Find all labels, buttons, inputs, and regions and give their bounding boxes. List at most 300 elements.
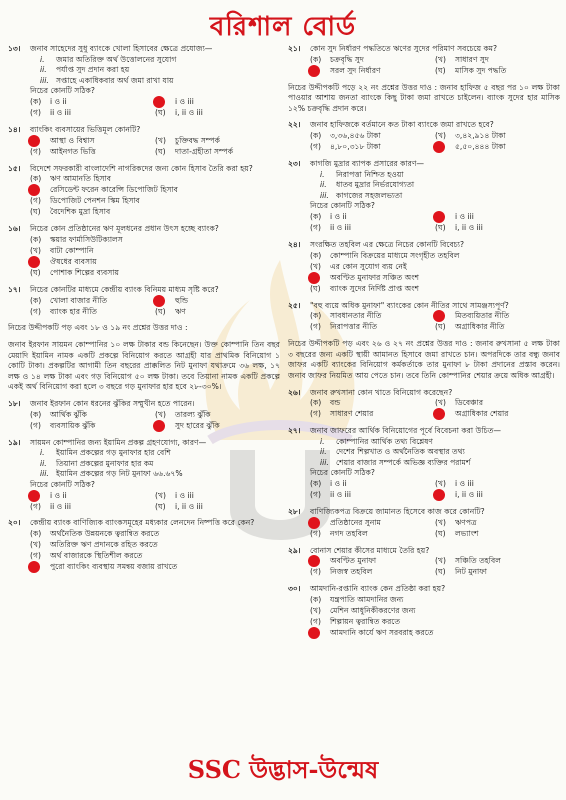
question-number: ১৯। xyxy=(8,437,21,447)
statement-text: কাগজের সহজলভ্যতা xyxy=(336,190,403,200)
options-grid xyxy=(288,595,560,639)
sub-question: নিচের কোনটি সঠিক? xyxy=(310,468,375,478)
question-q26 xyxy=(288,388,560,421)
sub-question: নিচের কোনটি সঠিক? xyxy=(30,86,95,96)
question-q23 xyxy=(288,159,560,234)
option-label xyxy=(155,108,175,119)
option-letter: (ঘ) xyxy=(155,108,166,118)
answer-option[interactable] xyxy=(435,311,560,322)
answer-option[interactable] xyxy=(30,174,280,185)
option-text: i, ii ও iii xyxy=(175,501,203,511)
answer-option[interactable] xyxy=(435,322,560,333)
option-label xyxy=(310,529,330,540)
option-text: i ও ii xyxy=(50,490,67,500)
option-label xyxy=(30,108,50,119)
answer-option[interactable] xyxy=(30,268,280,279)
question-q28 xyxy=(288,507,560,540)
option-letter: (খ) xyxy=(310,261,321,271)
answer-mark-dot xyxy=(435,490,455,501)
answer-option[interactable] xyxy=(435,212,560,223)
answer-option[interactable] xyxy=(310,518,435,529)
option-letter: (গ) xyxy=(310,567,321,577)
statement-item xyxy=(8,65,280,76)
answer-option[interactable] xyxy=(310,595,560,606)
option-label xyxy=(435,567,455,578)
question-text: সংরক্ষিত তহবিল এর ক্ষেত্রে নিচের কোনটি বিবেচ্য? xyxy=(310,239,465,249)
question-stem xyxy=(8,518,280,529)
answer-option[interactable] xyxy=(435,223,560,234)
question-text: কাগজি মুদ্রার ব্যাপক প্রসারের কারণ— xyxy=(310,158,425,168)
option-letter: (খ) xyxy=(155,490,166,500)
option-text: i, ii ও iii xyxy=(455,223,483,233)
option-letter: (ঘ) xyxy=(155,146,166,156)
sub-question: নিচের কোনটি সঠিক? xyxy=(310,201,375,211)
option-label xyxy=(435,66,455,77)
option-text: সুদ হারের ঝুঁকি xyxy=(175,420,220,430)
option-text: যন্ত্রপাতি আমদানির জন্য xyxy=(330,595,404,605)
option-text: ii ও iii xyxy=(330,223,351,233)
option-text: অতিরিক্ত ঋণ প্রদানকে রহিত করতে xyxy=(50,540,158,550)
option-label xyxy=(30,296,50,307)
statement-item xyxy=(8,459,280,470)
answer-option[interactable] xyxy=(435,479,560,490)
option-letter: (গ) xyxy=(310,223,321,233)
option-text: ii ও iii xyxy=(50,108,71,118)
option-label xyxy=(310,606,330,617)
answer-option[interactable] xyxy=(310,398,435,409)
answer-option[interactable] xyxy=(155,421,280,432)
question-text: নিচের কোন প্রতিষ্ঠানের ঋণ মূলধনের প্রধান উৎস হচ্ছে ব্যাংক? xyxy=(30,224,219,234)
option-label xyxy=(30,529,50,540)
option-text: সাধারণ শেয়ার xyxy=(330,409,374,419)
options-grid xyxy=(8,174,280,218)
option-text: আস্থা ও বিশ্বাস xyxy=(50,135,95,145)
option-text: সঞ্চিতি তহবিল xyxy=(455,556,501,566)
question-number: ১৭। xyxy=(8,284,21,294)
question-text: আমদানি-রপ্তানি ব্যাংক কেন প্রতিষ্ঠা করা হয়? xyxy=(310,584,446,594)
answer-option[interactable] xyxy=(310,606,560,617)
question-q30 xyxy=(288,584,560,639)
statement-text: জমার অতিরিক্ত অর্থ উত্তোলনের সুযোগ xyxy=(56,54,177,64)
answer-option[interactable] xyxy=(435,142,560,153)
answer-option[interactable] xyxy=(30,257,280,268)
question-number: ২৬। xyxy=(288,387,301,397)
sub-question: নিচের কোনটি সঠিক? xyxy=(30,479,95,489)
option-letter: (ক) xyxy=(310,131,322,141)
option-text: অর্থ বাজারকে স্থিতিশীল করতে xyxy=(50,551,143,561)
option-text: ঋণপত্র xyxy=(455,517,477,527)
option-text: প্রতিষ্ঠানের সুনাম xyxy=(330,517,381,527)
question-q27 xyxy=(288,426,560,501)
option-text: সাবধানতার নীতি xyxy=(330,311,382,321)
answer-option[interactable] xyxy=(30,490,155,501)
option-text: অবণ্টিত মুনাফার সঞ্চিত অংশ xyxy=(330,272,419,282)
option-label xyxy=(435,529,455,540)
stimulus-passage: নিচের উদ্দীপকটি পড় এবং ২৬ ও ২৭ নং প্রশ্নের উত্তর দাও : জনাব রুখসানা ৫ লক্ষ টাকা ৩ বছরের জন্য একটি স্থায়ী আমানত হিসাবে জমা রাখতে চান। অপরদিকে তার বন্ধু জনাব জাফর একটি ব্যাংকের বিনিয়োগ কর্মকর্তাকে তার মুনাফা ৮ টাকা প্রদানের প্রস্তাব করেন। জনাব জাফর নিয়মিত আয় পেতে চান। তবে তিনি কোম্পানির শেয়ার ক্রয়ে অধিক আগ্রহী। xyxy=(288,339,560,380)
statement-text: নিরাপত্তা নিশ্চিত হওয়া xyxy=(336,169,404,179)
answer-option[interactable] xyxy=(435,131,560,142)
question-number: ২৯। xyxy=(288,545,301,555)
option-letter: (গ) xyxy=(310,322,321,332)
option-label xyxy=(435,479,455,490)
answer-option[interactable] xyxy=(310,131,435,142)
question-stem xyxy=(288,507,560,518)
answer-option[interactable] xyxy=(155,97,280,108)
question-number: ২৪। xyxy=(288,239,301,249)
statement-text: ইয়ামিন প্রকল্পের গড় নিট মুনাফা ৬৬.৬৭% xyxy=(56,469,183,479)
answer-mark-dot xyxy=(310,628,330,639)
answer-option[interactable] xyxy=(155,108,280,119)
option-letter: (গ) xyxy=(310,409,321,419)
answer-option[interactable] xyxy=(30,147,155,158)
answer-option[interactable] xyxy=(155,136,280,147)
option-text: ব্যবসায়িক ঝুঁকি xyxy=(50,420,96,430)
question-number: ২৩। xyxy=(288,158,301,168)
answer-mark-dot xyxy=(30,562,50,573)
options-grid xyxy=(288,55,560,77)
answer-option[interactable] xyxy=(310,66,435,77)
option-label xyxy=(310,490,330,501)
option-label xyxy=(310,595,330,606)
option-label xyxy=(30,147,50,158)
left-column xyxy=(8,44,280,760)
answer-option[interactable] xyxy=(30,97,155,108)
question-stem xyxy=(288,120,560,131)
option-text: ব্যাংক সুদের নির্দিষ্ট প্রাপ্ত অংশ xyxy=(330,283,419,293)
option-letter: (গ) xyxy=(30,306,41,316)
question-number: ১৬। xyxy=(8,224,21,234)
option-text: চুক্তিবদ্ধ সম্পর্ক xyxy=(175,135,220,145)
option-letter: (গ) xyxy=(30,420,41,430)
options-grid xyxy=(288,398,560,420)
option-label xyxy=(30,502,50,513)
answer-option[interactable] xyxy=(310,490,435,501)
answer-mark-dot xyxy=(155,296,175,307)
option-letter: (ক) xyxy=(30,409,42,419)
answer-option[interactable] xyxy=(30,235,280,246)
answer-option[interactable] xyxy=(30,306,155,317)
question-stem xyxy=(288,584,560,595)
question-text: জনাব জাফরের আর্থিক বিনিয়োগের পূর্বে বিবেচনা করা উচিত— xyxy=(310,426,502,436)
option-letter: (ক) xyxy=(30,295,42,305)
answer-option[interactable] xyxy=(310,223,435,234)
answer-option[interactable] xyxy=(435,66,560,77)
option-label xyxy=(435,518,455,529)
option-letter: (খ) xyxy=(155,409,166,419)
answer-option[interactable] xyxy=(30,551,280,562)
question-text: বোনাস শেয়ার কীসের মাধ্যমে তৈরি হয়? xyxy=(310,545,430,555)
question-text: বাণিজ্যিকপত্র বিক্রয়ে জামানত হিসেবে কাজ করে কোনটি? xyxy=(310,507,485,517)
statement-item xyxy=(288,191,560,202)
answer-option[interactable] xyxy=(310,479,435,490)
option-label xyxy=(30,196,50,207)
options-grid xyxy=(288,479,560,501)
option-text: মিতব্যয়িতার নীতি xyxy=(455,311,510,321)
answer-mark-dot xyxy=(310,518,330,529)
options-grid xyxy=(288,556,560,578)
option-letter: (গ) xyxy=(30,501,41,511)
question-number: ২০। xyxy=(8,518,21,528)
option-text: i ও iii xyxy=(455,212,474,222)
answer-option[interactable] xyxy=(435,490,560,501)
answer-option[interactable] xyxy=(30,108,155,119)
answer-option[interactable] xyxy=(155,410,280,421)
answer-option[interactable] xyxy=(435,55,560,66)
answer-option[interactable] xyxy=(435,409,560,420)
answer-option[interactable] xyxy=(155,147,280,158)
option-text: মাসিক সুদ পদ্ধতি xyxy=(455,65,507,75)
options-grid xyxy=(288,311,560,333)
option-text: খোলা বাজার নীতি xyxy=(50,295,108,305)
answer-option[interactable] xyxy=(30,207,280,218)
statement-numeral: ii. xyxy=(320,447,327,457)
option-letter: (গ) xyxy=(310,617,321,627)
answer-option[interactable] xyxy=(435,398,560,409)
option-label xyxy=(310,251,330,262)
option-text: আইনগত ভিত্তি xyxy=(50,146,96,156)
stimulus-passage: জনাব ইরফান সায়মন কোম্পানির ১০ লক্ষ টাকার বন্ড কিনেছেন। উক্ত কোম্পানি তিন বছর মেয়াদি ইয়ামিন নামক একটি প্রকল্পে বিনিয়োগ করতে আগ্রহী যার প্রাথমিক বিনিয়োগ ১ কোটি টাকা। প্রকল্পটির আগামী তিন বছরের প্রাক্কলিত নিট মুনাফা যথাক্রমে ৩৬ লক্ষ, ১৭ লক্ষ ও ১৪ লক্ষ টাকা এবং গড় বিনিয়োগ ৫০ লক্ষ টাকা। তবে তিয়ানা নামক একটি প্রকল্পে একই অর্থ বিনিয়োগ করা হলে ৩ বছরে গড় মুনাফার হার হবে ২৮-৩০%। xyxy=(8,339,280,392)
answer-option[interactable] xyxy=(310,556,435,567)
option-text: নিজস্ব তহবিল xyxy=(330,567,373,577)
option-letter: (গ) xyxy=(30,146,41,156)
statement-numeral: ii. xyxy=(40,65,47,75)
answer-option[interactable] xyxy=(30,562,280,573)
question-stem xyxy=(8,438,280,449)
option-text: ডিপোজিট পেনশন স্কিম হিসাব xyxy=(50,196,140,206)
statement-text: সপ্তাহে একাধিকবার অর্থ জমা রাখা যায় xyxy=(56,75,174,85)
option-text: ঋণ xyxy=(175,306,186,316)
answer-option[interactable] xyxy=(155,306,280,317)
answer-option[interactable] xyxy=(310,311,435,322)
option-letter: (ঘ) xyxy=(155,501,166,511)
statement-text: কোম্পানির আর্থিক তথ্য বিশ্লেষণ xyxy=(336,436,433,446)
options-grid xyxy=(8,490,280,512)
answer-option[interactable] xyxy=(310,273,560,284)
question-q24 xyxy=(288,240,560,295)
answer-option[interactable] xyxy=(310,212,435,223)
option-label xyxy=(30,97,50,108)
answer-option[interactable] xyxy=(435,567,560,578)
option-letter: (ঘ) xyxy=(30,207,41,217)
statement-item xyxy=(8,448,280,459)
option-text: ৫,৫০,৪৪৪ টাকা xyxy=(455,142,506,152)
option-label xyxy=(30,410,50,421)
question-stem xyxy=(288,388,560,399)
option-letter: (ক) xyxy=(310,479,322,489)
option-letter: (খ) xyxy=(435,54,446,64)
answer-option[interactable] xyxy=(30,421,155,432)
statement-item xyxy=(288,458,560,469)
statement-item xyxy=(8,76,280,87)
footer-brand: SSC উদ্ভাস-উন্মেষ xyxy=(187,755,379,784)
answer-option[interactable] xyxy=(310,567,435,578)
answer-option[interactable] xyxy=(30,410,155,421)
question-text: বিদেশে সফরকারী বাংলাদেশি নাগরিকদের জন্য কোন হিসাব তৈরি করা হয়? xyxy=(30,163,253,173)
answer-mark-dot xyxy=(30,491,50,502)
option-label xyxy=(30,207,50,218)
option-label xyxy=(30,540,50,551)
question-stem xyxy=(8,399,280,410)
statement-numeral: i. xyxy=(40,448,45,458)
answer-option[interactable] xyxy=(310,322,435,333)
option-letter: (গ) xyxy=(30,108,41,118)
statement-item xyxy=(288,437,560,448)
option-text: সাধারণ সুদ xyxy=(455,54,489,64)
passage-intro: নিচের উদ্দীপকটি পড় এবং ১৮ ও ১৯ নং প্রশ্নের উত্তর দাও : xyxy=(8,323,188,333)
answer-mark-dot xyxy=(30,136,50,147)
answer-option[interactable] xyxy=(310,55,435,66)
answer-option[interactable] xyxy=(30,246,280,257)
question-text: জনাব হাফিজকে বর্তমানে কত টাকা ব্যাংকে জমা রাখতে হবে? xyxy=(310,120,494,130)
option-text: অগ্রাধিকার নীতি xyxy=(455,322,505,332)
options-grid xyxy=(288,212,560,234)
answer-option[interactable] xyxy=(30,136,155,147)
question-number: ২২। xyxy=(288,120,301,130)
option-letter: (ক) xyxy=(310,250,322,260)
option-text: এর কোন সুযোগ ব্যয় নেই xyxy=(330,261,407,271)
question-text: "বহু ব্যয়ে অধিক মুনাফা" ব্যাংকের কোন নীতির সাথে সামঞ্জস্যপূর্ণ? xyxy=(310,300,509,310)
answer-mark-dot xyxy=(310,556,330,567)
option-letter: (ঘ) xyxy=(155,306,166,316)
question-stem xyxy=(8,285,280,296)
answer-mark-dot xyxy=(310,66,330,77)
option-label xyxy=(435,398,455,409)
option-text: ৩,৩৬,৪৫৬ টাকা xyxy=(330,131,381,141)
answer-option[interactable] xyxy=(310,617,560,628)
question-q18 xyxy=(8,399,280,432)
option-label xyxy=(310,131,330,142)
option-text: ঔষধের ব্যবসায় xyxy=(50,256,97,266)
option-label xyxy=(30,307,50,318)
options-grid xyxy=(8,295,280,317)
option-letter: (খ) xyxy=(435,479,446,489)
answer-mark-dot xyxy=(30,257,50,268)
answer-option[interactable] xyxy=(310,142,435,153)
option-label xyxy=(435,322,455,333)
answer-option[interactable] xyxy=(310,628,560,639)
question-stem xyxy=(8,224,280,235)
option-letter: (গ) xyxy=(310,528,321,538)
answer-option[interactable] xyxy=(30,540,280,551)
option-text: হুন্ডি xyxy=(175,295,189,305)
option-label xyxy=(310,311,330,322)
option-label xyxy=(30,174,50,185)
option-text: i ও iii xyxy=(175,97,194,107)
option-letter: (ক) xyxy=(30,529,42,539)
options-grid xyxy=(288,251,560,295)
options-grid xyxy=(288,518,560,540)
answer-option[interactable] xyxy=(155,490,280,501)
question-stem xyxy=(288,159,560,170)
answer-mark-dot xyxy=(435,142,455,153)
option-text: নিট মুনাফা xyxy=(455,567,487,577)
option-text: তারল্য ঝুঁকি xyxy=(175,409,211,419)
answer-option[interactable] xyxy=(30,529,280,540)
option-text: চক্রবৃদ্ধি সুদ xyxy=(330,54,364,64)
option-text: সরল সুদ নির্ধারণ xyxy=(330,65,381,75)
answer-mark-dot xyxy=(155,421,175,432)
statement-numeral: iii. xyxy=(320,190,329,200)
statement-item xyxy=(288,447,560,458)
answer-option[interactable] xyxy=(310,262,560,273)
right-column xyxy=(288,44,560,760)
option-label xyxy=(30,246,50,257)
option-text: নগদ তহবিল xyxy=(330,528,368,538)
statement-numeral: i. xyxy=(320,436,325,446)
question-text: কোন সুদ নির্ধারণ পদ্ধতিতে ঋণের সুদের পরিমাণ সবচেয়ে কম? xyxy=(310,44,498,53)
answer-option[interactable] xyxy=(310,284,560,295)
option-letter: (ঘ) xyxy=(435,322,446,332)
answer-option[interactable] xyxy=(435,556,560,567)
question-q29 xyxy=(288,546,560,579)
option-label xyxy=(155,491,175,502)
option-label xyxy=(435,55,455,66)
statement-item xyxy=(288,170,560,181)
option-letter: (ঘ) xyxy=(435,528,446,538)
option-text: ii ও iii xyxy=(330,490,351,500)
question-number: ৩০। xyxy=(288,584,301,594)
question-text: কেন্দ্রীয় ব্যাংক বাণিজ্যিক ব্যাংকসমূহের মধ্যকার লেনদেন নিষ্পত্তি করে কেন? xyxy=(30,518,255,528)
option-text: i, ii ও iii xyxy=(455,490,483,500)
answer-option[interactable] xyxy=(30,185,280,196)
answer-mark-dot xyxy=(155,97,175,108)
option-text: অবণ্টিত মুনাফা xyxy=(330,556,377,566)
question-text: জনাব সাহেদের সুধু ব্যাংকে খোলা হিসাবের ক্ষেত্রে প্রযোজ্য— xyxy=(30,44,213,53)
answer-option[interactable] xyxy=(310,529,435,540)
answer-option[interactable] xyxy=(435,529,560,540)
option-label xyxy=(310,567,330,578)
answer-option[interactable] xyxy=(310,409,435,420)
option-letter: (খ) xyxy=(310,606,321,616)
statement-numeral: ii. xyxy=(40,458,47,468)
answer-option[interactable] xyxy=(30,196,280,207)
answer-option[interactable] xyxy=(155,295,280,306)
answer-option[interactable] xyxy=(30,295,155,306)
question-number: ১৮। xyxy=(8,398,21,408)
option-label xyxy=(30,235,50,246)
option-letter: (খ) xyxy=(30,245,41,255)
statement-item xyxy=(8,55,280,66)
statement-numeral: i. xyxy=(40,54,45,64)
option-letter: (খ) xyxy=(435,556,446,566)
statement-text: তিয়ানা প্রকল্পের মুনাফার হার কম xyxy=(56,458,154,468)
option-label xyxy=(310,398,330,409)
option-letter: (গ) xyxy=(30,196,41,206)
option-text: i, ii ও iii xyxy=(175,108,203,118)
question-text: জনাব ইরফান কোন ধরনের ঝুঁকির সম্মুখীন হতে পারেন। xyxy=(30,398,195,408)
answer-mark-dot xyxy=(30,185,50,196)
statement-text: পর্যাপ্ত সুদ প্রদান করা হয় xyxy=(56,65,130,75)
option-text: i ও ii xyxy=(330,479,347,489)
option-label xyxy=(310,617,330,628)
statement-numeral: iii. xyxy=(40,75,49,85)
answer-option[interactable] xyxy=(155,501,280,512)
option-text: পোশাক শিল্পের ব্যবসায় xyxy=(50,267,119,277)
options-grid xyxy=(8,410,280,432)
question-number: ২৭। xyxy=(288,426,301,436)
question-q19 xyxy=(8,438,280,513)
question-q20 xyxy=(8,518,280,573)
option-text: ii ও iii xyxy=(50,501,71,511)
option-text: লভ্যাংশ xyxy=(455,528,479,538)
option-text: নিরাপত্তার নীতি xyxy=(330,322,378,332)
question-text: নিচের কোনটির মাধ্যমে কেন্দ্রীয় ব্যাংক বিনিময় মাধ্যম সৃষ্টি করে? xyxy=(30,284,219,294)
answer-option[interactable] xyxy=(30,501,155,512)
option-label xyxy=(435,223,455,234)
answer-option[interactable] xyxy=(310,251,560,262)
answer-option[interactable] xyxy=(435,518,560,529)
option-label xyxy=(30,551,50,562)
